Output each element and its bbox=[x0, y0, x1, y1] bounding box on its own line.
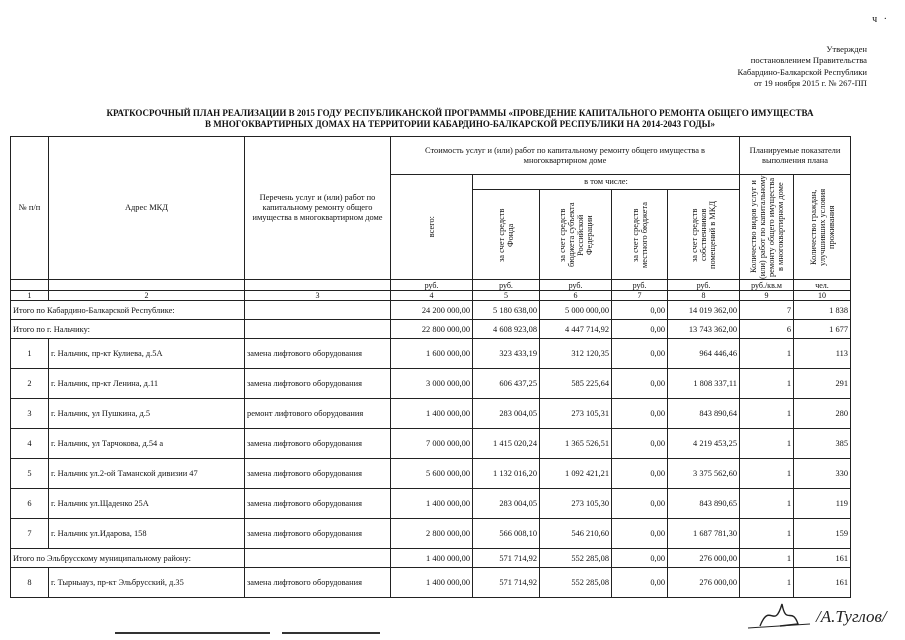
header-total: всего: bbox=[427, 216, 436, 238]
row-owners: 843 890,64 bbox=[668, 399, 740, 429]
row-subject: 273 105,31 bbox=[540, 399, 612, 429]
row-local: 0,00 bbox=[612, 369, 668, 399]
row-address: г. Нальчик, ул Пушкина, д.5 bbox=[49, 399, 245, 429]
row-fund: 283 004,05 bbox=[473, 489, 540, 519]
column-number: 3 bbox=[245, 291, 391, 301]
approval-line: Кабардино-Балкарской Республики bbox=[737, 66, 867, 77]
row-works: 1 bbox=[740, 429, 794, 459]
row-works: 1 bbox=[740, 459, 794, 489]
column-number: 1 bbox=[11, 291, 49, 301]
row-fund: 571 714,92 bbox=[473, 568, 540, 598]
table-row bbox=[11, 429, 851, 459]
people-count: 161 bbox=[794, 549, 851, 568]
row-owners: 964 446,46 bbox=[668, 339, 740, 369]
header-people: Количество граждан, улучшивших условия проживания bbox=[808, 188, 836, 266]
approval-line: Утвержден bbox=[826, 44, 867, 54]
row-total: 1 400 000,00 bbox=[391, 489, 473, 519]
header-including: в том числе: bbox=[473, 175, 740, 190]
corner-mark: ч · bbox=[872, 14, 889, 25]
row-owners: 1 687 781,30 bbox=[668, 519, 740, 549]
row-fund: 323 433,19 bbox=[473, 339, 540, 369]
total-row bbox=[11, 549, 851, 568]
row-people: 385 bbox=[794, 429, 851, 459]
approval-stamp bbox=[667, 44, 867, 90]
total-amount: 22 800 000,00 bbox=[391, 320, 473, 339]
column-number: 6 bbox=[540, 291, 612, 301]
row-address: г. Нальчик ул.2-ой Таманской дивизии 47 bbox=[49, 459, 245, 489]
row-service: замена лифтового оборудования bbox=[245, 459, 391, 489]
column-number: 10 bbox=[794, 291, 851, 301]
header-owners-cell bbox=[668, 190, 740, 280]
row-total: 5 600 000,00 bbox=[391, 459, 473, 489]
local-amount: 0,00 bbox=[612, 320, 668, 339]
row-local: 0,00 bbox=[612, 399, 668, 429]
subject-amount: 4 447 714,92 bbox=[540, 320, 612, 339]
total-label: Итого по г. Нальчику: bbox=[11, 320, 245, 339]
total-amount: 1 400 000,00 bbox=[391, 549, 473, 568]
fund-amount: 4 608 923,08 bbox=[473, 320, 540, 339]
fund-amount: 5 180 638,00 bbox=[473, 301, 540, 320]
title-line: КРАТКОСРОЧНЫЙ ПЛАН РЕАЛИЗАЦИИ В 2015 ГОДУ РЕСПУБЛИКАНСКОЙ ПРОГРАММЫ «ПРОВЕДЕНИЕ КАПИТАЛЬНОГО РЕМОНТА ОБЩЕГО ИМУЩЕСТВА bbox=[106, 108, 814, 118]
table-row bbox=[11, 519, 851, 549]
row-address: г. Нальчик ул.Щаденко 25А bbox=[49, 489, 245, 519]
row-service: замена лифтового оборудования bbox=[245, 369, 391, 399]
total-label: Итого по Кабардино-Балкарской Республике: bbox=[11, 301, 245, 320]
row-subject: 312 120,35 bbox=[540, 339, 612, 369]
row-fund: 283 004,05 bbox=[473, 399, 540, 429]
row-number: 6 bbox=[11, 489, 49, 519]
unit-cell: руб. bbox=[473, 280, 540, 291]
row-works: 1 bbox=[740, 489, 794, 519]
row-local: 0,00 bbox=[612, 459, 668, 489]
row-number: 8 bbox=[11, 568, 49, 598]
row-people: 113 bbox=[794, 339, 851, 369]
row-local: 0,00 bbox=[612, 519, 668, 549]
row-owners: 3 375 562,60 bbox=[668, 459, 740, 489]
works-count: 6 bbox=[740, 320, 794, 339]
row-owners: 4 219 453,25 bbox=[668, 429, 740, 459]
row-subject: 585 225,64 bbox=[540, 369, 612, 399]
row-number: 4 bbox=[11, 429, 49, 459]
table-row bbox=[11, 339, 851, 369]
row-address: г. Нальчик, пр-кт Кулиева, д.5А bbox=[49, 339, 245, 369]
owners-amount: 276 000,00 bbox=[668, 549, 740, 568]
row-service: замена лифтового оборудования bbox=[245, 489, 391, 519]
row-local: 0,00 bbox=[612, 339, 668, 369]
row-subject: 1 092 421,21 bbox=[540, 459, 612, 489]
signature-text: /А.Туглов/ bbox=[816, 607, 887, 626]
signature-mark bbox=[740, 596, 905, 636]
header-local-budget: за счет средств местного бюджета bbox=[630, 201, 649, 268]
people-count: 1 838 bbox=[794, 301, 851, 320]
row-fund: 566 008,10 bbox=[473, 519, 540, 549]
row-total: 7 000 000,00 bbox=[391, 429, 473, 459]
works-count: 7 bbox=[740, 301, 794, 320]
row-local: 0,00 bbox=[612, 429, 668, 459]
document-title bbox=[40, 108, 880, 130]
header-fund-cell bbox=[473, 190, 540, 280]
table-row bbox=[11, 369, 851, 399]
people-count: 1 677 bbox=[794, 320, 851, 339]
header-subject-cell bbox=[540, 190, 612, 280]
local-amount: 0,00 bbox=[612, 549, 668, 568]
column-number: 2 bbox=[49, 291, 245, 301]
row-people: 291 bbox=[794, 369, 851, 399]
column-number: 5 bbox=[473, 291, 540, 301]
row-total: 3 000 000,00 bbox=[391, 369, 473, 399]
row-fund: 1 415 020,24 bbox=[473, 429, 540, 459]
row-works: 1 bbox=[740, 399, 794, 429]
row-fund: 606 437,25 bbox=[473, 369, 540, 399]
unit-cell: руб. bbox=[668, 280, 740, 291]
row-fund: 1 132 016,20 bbox=[473, 459, 540, 489]
plan-table bbox=[10, 136, 851, 598]
row-local: 0,00 bbox=[612, 489, 668, 519]
header-local-cell bbox=[612, 190, 668, 280]
unit-cell: чел. bbox=[794, 280, 851, 291]
row-owners: 1 808 337,11 bbox=[668, 369, 740, 399]
header-fund: за счет средств Фонда bbox=[497, 207, 515, 262]
header-total-cell bbox=[391, 175, 473, 280]
row-total: 2 800 000,00 bbox=[391, 519, 473, 549]
row-works: 1 bbox=[740, 339, 794, 369]
unit-cell: руб. bbox=[612, 280, 668, 291]
row-service: замена лифтового оборудования bbox=[245, 519, 391, 549]
row-subject: 552 285,08 bbox=[540, 568, 612, 598]
header-num: № п/п bbox=[11, 137, 49, 280]
row-number: 7 bbox=[11, 519, 49, 549]
unit-cell: руб. bbox=[540, 280, 612, 291]
row-people: 161 bbox=[794, 568, 851, 598]
header-address: Адрес МКД bbox=[49, 137, 245, 280]
row-owners: 276 000,00 bbox=[668, 568, 740, 598]
row-address: г. Нальчик ул.Идарова, 158 bbox=[49, 519, 245, 549]
subject-amount: 552 285,08 bbox=[540, 549, 612, 568]
header-plan-group: Планируемые показатели выполнения плана bbox=[740, 137, 851, 175]
footer-rule bbox=[115, 632, 270, 634]
row-subject: 546 210,60 bbox=[540, 519, 612, 549]
total-row bbox=[11, 320, 851, 339]
table-row bbox=[11, 489, 851, 519]
unit-cell: руб. bbox=[391, 280, 473, 291]
table-row bbox=[11, 399, 851, 429]
header-owners: за счет средств собственников помещений в МКД bbox=[690, 200, 717, 269]
header-work-count: Количество видов услуг и (или) работ по капитальному ремонту общего имущества в многоквартирном доме bbox=[748, 175, 785, 279]
table-row bbox=[11, 568, 851, 598]
row-number: 5 bbox=[11, 459, 49, 489]
column-number: 7 bbox=[612, 291, 668, 301]
row-people: 330 bbox=[794, 459, 851, 489]
empty-cell bbox=[245, 549, 391, 568]
row-service: замена лифтового оборудования bbox=[245, 429, 391, 459]
empty-cell bbox=[245, 320, 391, 339]
row-address: г. Нальчик, пр-кт Ленина, д.11 bbox=[49, 369, 245, 399]
row-people: 119 bbox=[794, 489, 851, 519]
row-address: г. Нальчик, ул Тарчокова, д.54 а bbox=[49, 429, 245, 459]
owners-amount: 13 743 362,00 bbox=[668, 320, 740, 339]
owners-amount: 14 019 362,00 bbox=[668, 301, 740, 320]
header-people-cell bbox=[794, 175, 851, 280]
approval-line: постановлением Правительства bbox=[750, 55, 867, 66]
row-subject: 1 365 526,51 bbox=[540, 429, 612, 459]
table-row bbox=[11, 459, 851, 489]
header-subject-budget: за счет средств бюджета субъекта Российской Федерации bbox=[557, 202, 594, 267]
row-total: 1 400 000,00 bbox=[391, 399, 473, 429]
column-number: 8 bbox=[668, 291, 740, 301]
row-subject: 273 105,30 bbox=[540, 489, 612, 519]
fund-amount: 571 714,92 bbox=[473, 549, 540, 568]
local-amount: 0,00 bbox=[612, 301, 668, 320]
row-works: 1 bbox=[740, 369, 794, 399]
total-amount: 24 200 000,00 bbox=[391, 301, 473, 320]
row-people: 159 bbox=[794, 519, 851, 549]
approval-line: от 19 ноября 2015 г. № 267-ПП bbox=[754, 78, 867, 89]
title-line: В МНОГОКВАРТИРНЫХ ДОМАХ НА ТЕРРИТОРИИ КАБАРДИНО-БАЛКАРСКОЙ РЕСПУБЛИКИ НА 2014-2043 ГОДЫ» bbox=[205, 119, 715, 129]
row-number: 3 bbox=[11, 399, 49, 429]
row-service: замена лифтового оборудования bbox=[245, 568, 391, 598]
unit-cell: руб./кв.м bbox=[740, 280, 794, 291]
column-number: 9 bbox=[740, 291, 794, 301]
row-works: 1 bbox=[740, 519, 794, 549]
header-works-cell bbox=[740, 175, 794, 280]
row-number: 2 bbox=[11, 369, 49, 399]
row-service: замена лифтового оборудования bbox=[245, 339, 391, 369]
row-people: 280 bbox=[794, 399, 851, 429]
row-number: 1 bbox=[11, 339, 49, 369]
header-cost-group: Стоимость услуг и (или) работ по капитальному ремонту общего имущества в многоквартирном доме bbox=[391, 137, 740, 175]
row-total: 1 400 000,00 bbox=[391, 568, 473, 598]
header-services: Перечень услуг и (или) работ по капитальному ремонту общего имущества в многоквартирном доме bbox=[245, 137, 391, 280]
total-label: Итого по Эльбрусскому муниципальному району: bbox=[11, 549, 245, 568]
row-works: 1 bbox=[740, 568, 794, 598]
row-local: 0,00 bbox=[612, 568, 668, 598]
column-number: 4 bbox=[391, 291, 473, 301]
row-service: ремонт лифтового оборудования bbox=[245, 399, 391, 429]
row-total: 1 600 000,00 bbox=[391, 339, 473, 369]
works-count: 1 bbox=[740, 549, 794, 568]
row-address: г. Тырныауз, пр-кт Эльбрусский, д.35 bbox=[49, 568, 245, 598]
row-owners: 843 890,65 bbox=[668, 489, 740, 519]
empty-cell bbox=[245, 301, 391, 320]
footer-rule bbox=[282, 632, 380, 634]
total-row bbox=[11, 301, 851, 320]
subject-amount: 5 000 000,00 bbox=[540, 301, 612, 320]
